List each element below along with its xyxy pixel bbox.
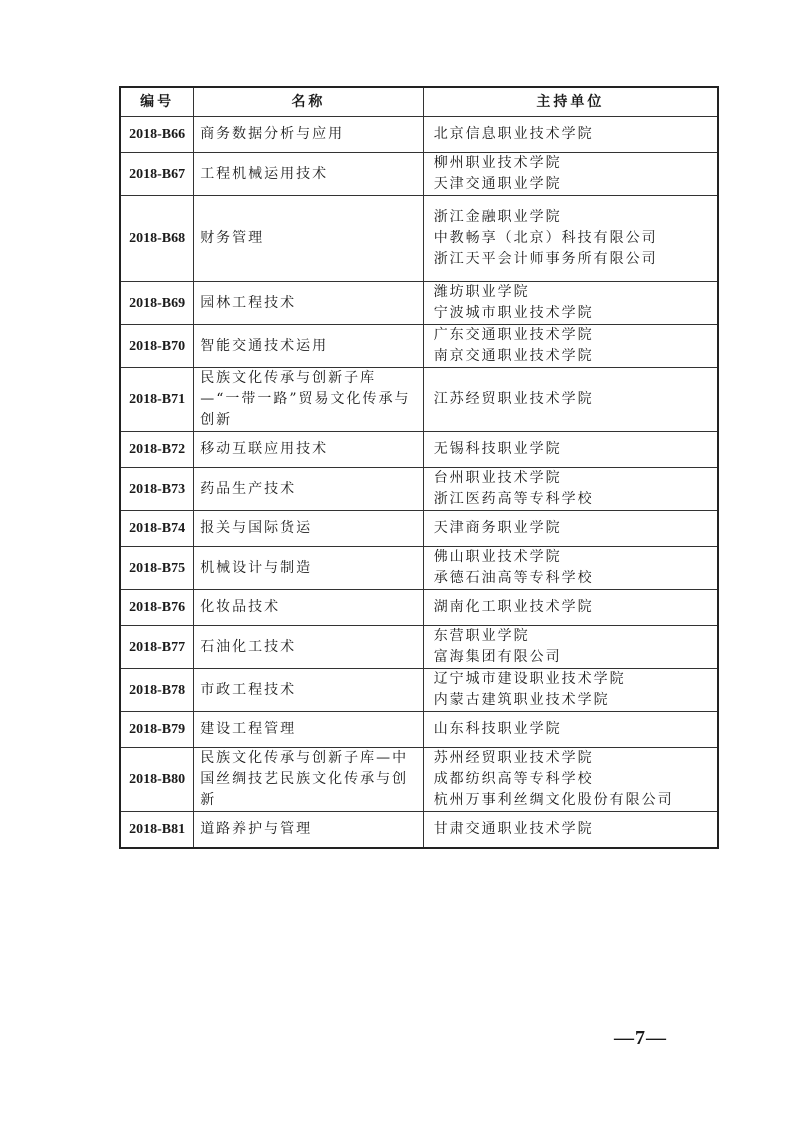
table-row: [120, 468, 718, 511]
row-hosts: [423, 812, 718, 848]
row-code: 2018-B66: [120, 117, 194, 153]
host-unit: 承德石油高等专科学校: [433, 570, 594, 586]
host-unit: 天津商务职业学院: [433, 520, 562, 536]
table-row: [120, 432, 718, 468]
header-host: 主持单位: [423, 87, 718, 117]
table-row: [120, 590, 718, 626]
row-name: 商务数据分析与应用: [194, 117, 424, 153]
host-unit: 宁波城市职业技术学院: [433, 305, 594, 321]
row-name: 民族文化传承与创新子库—“一带一路”贸易文化传承与创新: [194, 368, 424, 432]
host-unit: 山东科技职业学院: [433, 721, 562, 737]
row-code: 2018-B70: [120, 325, 194, 368]
row-name: 化妆品技术: [194, 590, 424, 626]
row-code: 2018-B77: [120, 626, 194, 669]
row-code: 2018-B79: [120, 712, 194, 748]
host-unit: 柳州职业技术学院: [433, 155, 562, 171]
host-unit: 湖南化工职业技术学院: [433, 599, 594, 615]
table-row: [120, 712, 718, 748]
row-hosts: [423, 626, 718, 669]
row-code: 2018-B74: [120, 511, 194, 547]
row-name: 建设工程管理: [194, 712, 424, 748]
host-unit: 无锡科技职业学院: [433, 441, 562, 457]
host-unit: 江苏经贸职业技术学院: [433, 391, 594, 407]
host-unit: 北京信息职业技术学院: [433, 126, 594, 142]
row-name: 工程机械运用技术: [194, 153, 424, 196]
table-header-row: [120, 87, 718, 117]
table-row: [120, 325, 718, 368]
table-row: [120, 626, 718, 669]
row-hosts: [423, 282, 718, 325]
host-unit: 东营职业学院: [433, 628, 530, 644]
host-unit: 浙江金融职业学院: [433, 209, 562, 225]
row-code: 2018-B68: [120, 196, 194, 282]
row-code: 2018-B72: [120, 432, 194, 468]
row-hosts: [423, 117, 718, 153]
row-code: 2018-B81: [120, 812, 194, 848]
row-hosts: [423, 325, 718, 368]
table-row: [120, 669, 718, 712]
row-name: 民族文化传承与创新子库—中国丝绸技艺民族文化传承与创新: [194, 748, 424, 812]
table-row: [120, 153, 718, 196]
row-name: 园林工程技术: [194, 282, 424, 325]
row-code: 2018-B75: [120, 547, 194, 590]
row-hosts: [423, 196, 718, 282]
host-unit: 天津交通职业学院: [433, 176, 562, 192]
header-name: 名称: [194, 87, 424, 117]
host-unit: 浙江天平会计师事务所有限公司: [433, 251, 658, 267]
row-code: 2018-B80: [120, 748, 194, 812]
row-code: 2018-B78: [120, 669, 194, 712]
table-row: [120, 547, 718, 590]
table-row: [120, 511, 718, 547]
host-unit: 广东交通职业技术学院: [433, 327, 594, 343]
row-name: 市政工程技术: [194, 669, 424, 712]
row-code: 2018-B69: [120, 282, 194, 325]
table-row: [120, 196, 718, 282]
table-row: [120, 812, 718, 848]
header-code: 编号: [120, 87, 194, 117]
row-hosts: [423, 590, 718, 626]
row-name: 报关与国际货运: [194, 511, 424, 547]
host-unit: 辽宁城市建设职业技术学院: [433, 671, 626, 687]
table-body: [120, 117, 718, 848]
table-row: [120, 368, 718, 432]
host-unit: 中教畅享（北京）科技有限公司: [433, 230, 658, 246]
host-unit: 苏州经贸职业技术学院: [433, 750, 594, 766]
row-hosts: [423, 432, 718, 468]
host-unit: 浙江医药高等专科学校: [433, 491, 594, 507]
table-row: [120, 282, 718, 325]
host-unit: 甘肃交通职业技术学院: [433, 820, 594, 837]
table-row: [120, 748, 718, 812]
row-hosts: [423, 153, 718, 196]
row-name: 财务管理: [194, 196, 424, 282]
table-row: [120, 117, 718, 153]
row-hosts: [423, 511, 718, 547]
host-unit: 佛山职业技术学院: [433, 549, 562, 565]
row-code: 2018-B67: [120, 153, 194, 196]
row-hosts: [423, 712, 718, 748]
row-name: 机械设计与制造: [194, 547, 424, 590]
row-name: 移动互联应用技术: [194, 432, 424, 468]
host-unit: 南京交通职业技术学院: [433, 348, 594, 364]
host-unit: 富海集团有限公司: [433, 649, 562, 665]
row-hosts: [423, 748, 718, 812]
host-unit: 成都纺织高等专科学校: [433, 771, 594, 787]
host-unit: 台州职业技术学院: [433, 470, 562, 486]
host-unit: 杭州万事利丝绸文化股份有限公司: [433, 792, 674, 808]
row-code: 2018-B73: [120, 468, 194, 511]
row-name: 药品生产技术: [194, 468, 424, 511]
row-name: 道路养护与管理: [194, 812, 424, 848]
page-number: —7—: [614, 1027, 667, 1049]
row-hosts: [423, 468, 718, 511]
row-hosts: [423, 368, 718, 432]
host-unit: 潍坊职业学院: [433, 284, 530, 300]
row-code: 2018-B76: [120, 590, 194, 626]
host-unit: 内蒙古建筑职业技术学院: [433, 692, 610, 708]
project-table: [119, 86, 719, 849]
row-code: 2018-B71: [120, 368, 194, 432]
row-hosts: [423, 669, 718, 712]
row-name: 石油化工技术: [194, 626, 424, 669]
row-name: 智能交通技术运用: [194, 325, 424, 368]
row-hosts: [423, 547, 718, 590]
